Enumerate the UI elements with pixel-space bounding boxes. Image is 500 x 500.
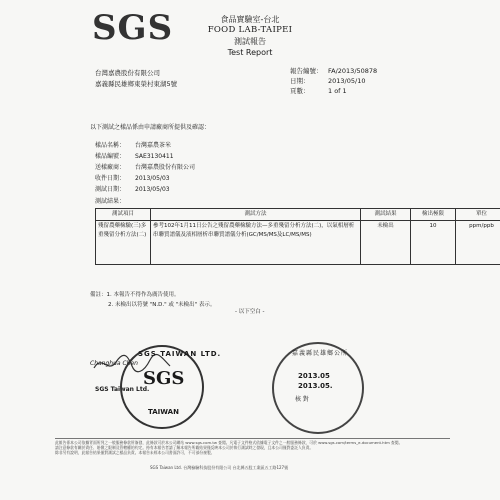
- report-date-value: 2013/05/10: [328, 77, 366, 85]
- signatory-name: Changhua Chen: [90, 360, 138, 367]
- results-table: [95, 208, 500, 265]
- sample-row: [95, 151, 195, 162]
- report-date-label: 日期：: [290, 77, 310, 85]
- fine-print: [55, 440, 450, 455]
- report-number-value: FA/2013/50878: [328, 67, 378, 75]
- report-title-en: Test Report: [227, 48, 273, 57]
- intro-text: 以下測試之樣品係由申請廠商所提供及確認：: [90, 124, 211, 131]
- official-seal-text-top: 嘉義縣民雄鄉公所: [291, 350, 348, 357]
- report-number-label: 報告編號：: [290, 67, 323, 75]
- col-header-method: 測試方法: [151, 209, 361, 221]
- sample-value: 台灣嘉農股份有限公司: [135, 164, 196, 171]
- seal-text-bottom: TAIWAN: [148, 408, 179, 416]
- seal-logo: SGS: [143, 368, 185, 389]
- sample-key: 測試日期：: [95, 186, 126, 193]
- sample-key: 送樣廠商：: [95, 164, 126, 171]
- report-title-cn: 測試報告: [234, 37, 266, 46]
- cell-unit: ppm/ppb: [456, 221, 500, 265]
- report-meta: [290, 66, 377, 96]
- col-header-limit: 檢出極限: [411, 209, 456, 221]
- col-header-item: 測試項目: [96, 209, 151, 221]
- seal-text-top: SGS TAIWAN LTD.: [138, 350, 222, 358]
- lab-name-cn: 食品實驗室-台北: [220, 15, 280, 24]
- sgs-logo: SGS: [92, 8, 174, 48]
- official-seal-date: 2013.05: [298, 372, 330, 380]
- sample-row: [95, 173, 195, 184]
- fine-print-line: 請注意條款有關於責任、賠償之限制及管轄權的約定。持有本報告者請了解本報告所載結果僅反映本公司於執行測試時之發現，且本公司僅對委託人負責。: [55, 445, 314, 450]
- results-title: 測試結果：: [95, 198, 126, 205]
- fine-print-line: 此報告係本公司依據背面所列之一般服務條款所簽發，此條款可於本公司網站 www.sgs.com.tw 查閱。凡電子文件格式依據電子文件之一般服務條款，可於 www.sgs.com/terms_e-document.htm 查閱。: [55, 440, 403, 445]
- end-mark: - 以下空白 -: [235, 309, 265, 315]
- fine-print-line: 除非另有說明，此報告結果僅對測試之樣品負責。本報告未經本公司書面許可，不可部份複製。: [55, 450, 215, 455]
- notes: [90, 290, 440, 310]
- signatory-company: SGS Taiwan Ltd.: [95, 386, 150, 393]
- lab-name-en: FOOD LAB-TAIPEI: [207, 25, 293, 35]
- report-page-row: [290, 86, 377, 96]
- note-line: 備註：1. 本報告不得作為廣告使用。: [90, 292, 180, 298]
- official-seal-date: 2013.05.: [298, 382, 333, 390]
- report-page-label: 頁數：: [290, 87, 310, 95]
- client-name: 台灣嘉農股份有限公司: [95, 69, 160, 77]
- col-header-unit: 單位: [456, 209, 500, 221]
- note-line: 2. 未檢出以符號 "N.D." 或 "未檢出" 表示。: [108, 302, 216, 308]
- sample-key: 收件日期：: [95, 175, 126, 182]
- sample-row: [95, 162, 195, 173]
- cell-limit: 10: [411, 221, 456, 265]
- table-row: [96, 221, 500, 265]
- sample-row: [95, 184, 195, 195]
- sample-row: [95, 140, 195, 151]
- cell-result: 未檢出: [361, 221, 411, 265]
- sample-value: 台灣嘉農茶米: [135, 142, 172, 149]
- divider: [55, 438, 450, 439]
- col-header-result: 測試結果: [361, 209, 411, 221]
- report-page-value: 1 of 1: [328, 87, 347, 95]
- official-seal-text-bottom: 核 對: [295, 396, 309, 403]
- sample-key: 樣品編號：: [95, 153, 126, 160]
- sample-key: 樣品名稱：: [95, 142, 126, 149]
- results-header-row: [96, 209, 500, 221]
- report-number-row: [290, 66, 377, 76]
- sample-info: [95, 140, 195, 195]
- cell-method: 參考102年1月11日公告之殘留農藥檢驗方法—多重殘留分析方法(二)，以氣相層析串聯質譜儀及液相層析串聯質譜儀分析(GC/MS/MS及LC/MS/MS): [151, 221, 361, 265]
- client-address-line: 嘉義縣民雄鄉東榮村東湖5號: [95, 80, 178, 88]
- report-date-row: [290, 76, 377, 86]
- lab-header: [190, 14, 310, 58]
- footer: SGS Taiwan Ltd. 台灣檢驗科技股份有限公司 台北縣五股工業區五工路127號: [150, 465, 289, 470]
- client-address: [95, 68, 295, 90]
- sample-value: 2013/05/03: [135, 186, 170, 193]
- cell-item: 殘留農藥檢驗(三)多重殘留分析方法(二): [96, 221, 151, 265]
- sample-value: 2013/05/03: [135, 175, 170, 182]
- sample-value: SAE3130411: [135, 153, 174, 160]
